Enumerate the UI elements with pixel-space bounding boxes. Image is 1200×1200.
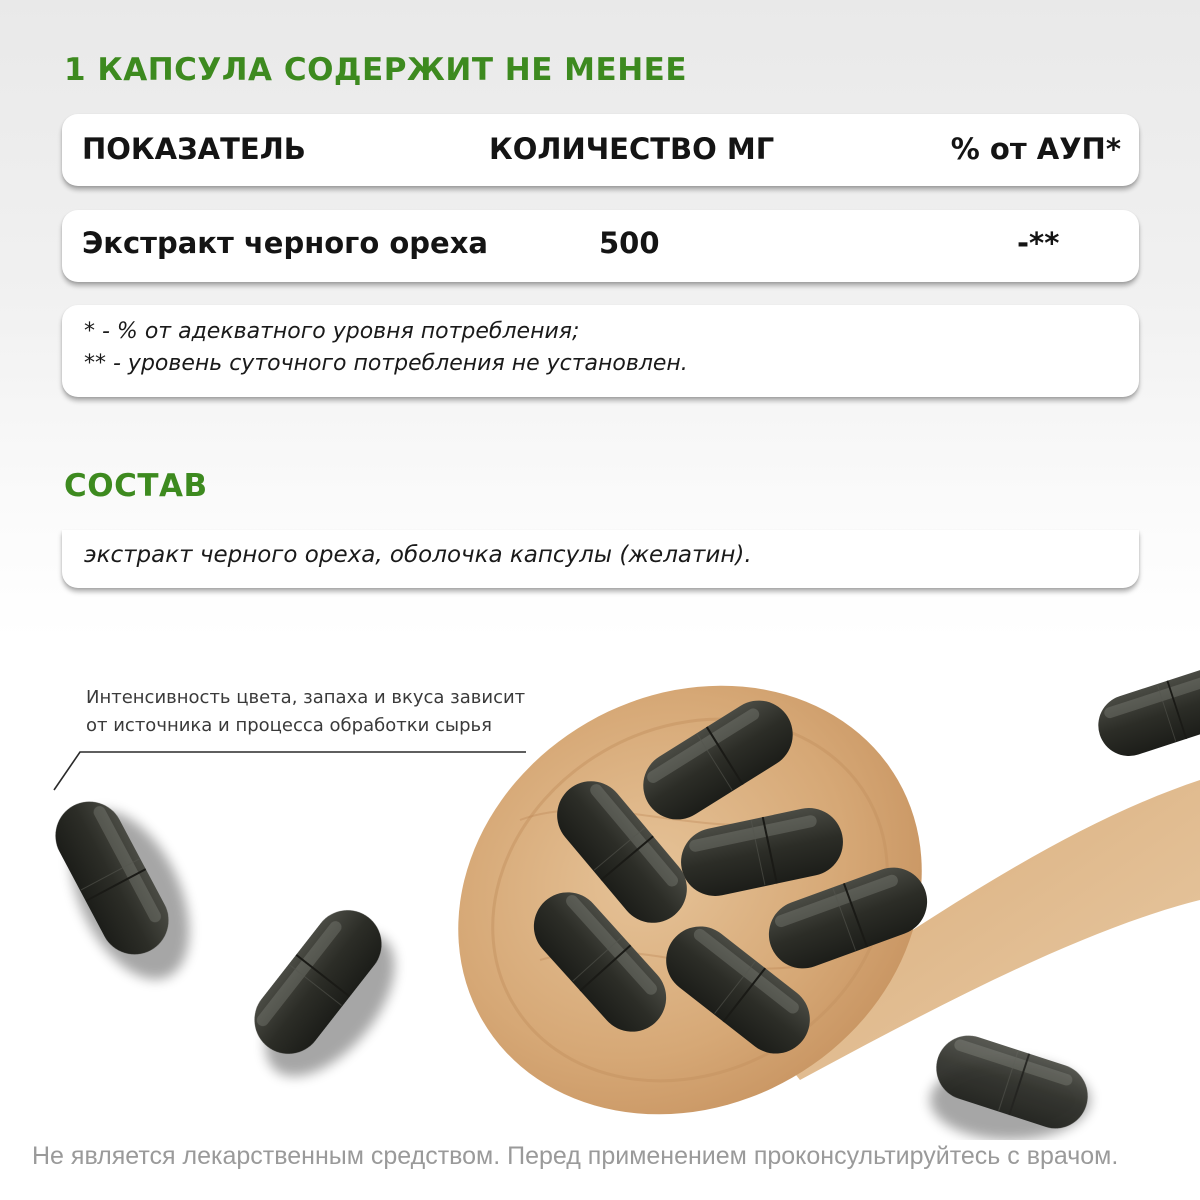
- disclaimer-text: Не является лекарственным средством. Перед применением проконсультируйтесь с врачом.: [32, 1142, 1119, 1170]
- ingredient-name-cell: Экстракт черного ореха: [82, 226, 488, 260]
- capsule-top-right: [1090, 660, 1200, 764]
- footnotes-panel: [62, 305, 1139, 397]
- capsules-on-spoon-illustration: [0, 600, 1200, 1140]
- footnote-daily-intake: ** - уровень суточного потребления не установлен.: [84, 351, 688, 376]
- column-header-percent: % от АУП*: [950, 132, 1121, 166]
- table-header-row: [62, 114, 1139, 186]
- ingredient-percent-cell: -**: [1017, 226, 1060, 260]
- composition-text: экстракт черного ореха, оболочка капсулы (желатин).: [84, 542, 752, 568]
- composition-heading: СОСТАВ: [64, 468, 208, 504]
- column-header-amount: КОЛИЧЕСТВО МГ: [489, 132, 775, 166]
- column-header-indicator: ПОКАЗАТЕЛЬ: [82, 132, 306, 166]
- caption-text: [86, 684, 525, 740]
- footnote-adequate-level: * - % от адекватного уровня потребления;: [84, 319, 580, 344]
- composition-panel: [62, 530, 1139, 588]
- caption-line-2: от источника и процесса обработки сырья: [86, 715, 492, 736]
- table-row: [62, 210, 1139, 282]
- caption-pointer-line: [54, 752, 526, 790]
- ingredient-amount-cell: 500: [599, 226, 660, 260]
- caption-line-1: Интенсивность цвета, запаха и вкуса зависит: [86, 687, 526, 708]
- nutrition-heading: 1 КАПСУЛА СОДЕРЖИТ НЕ МЕНЕЕ: [64, 52, 687, 88]
